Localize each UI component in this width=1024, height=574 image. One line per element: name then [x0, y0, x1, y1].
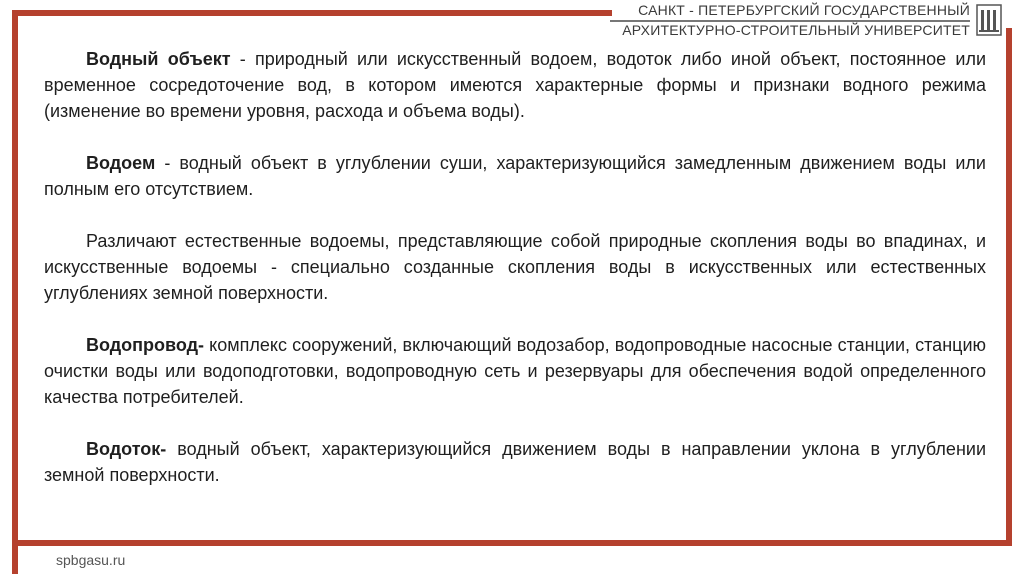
paragraph-reservoir-types [44, 228, 986, 306]
footer-accent-bar [12, 546, 18, 574]
slide-content [44, 46, 986, 514]
term-water-supply: Водопровод- [86, 335, 205, 355]
slide-footer [12, 546, 1012, 574]
definition-water-body: - природный или искусственный водоем, водоток либо иной объект, постоянное или временное сосредоточение вод, в котором имеются характерные формы и признаки водного режима (изменение во времени уровня, расхода и объема воды). [44, 49, 986, 121]
university-header [610, 2, 970, 39]
paragraph-reservoir [44, 150, 986, 202]
paragraph-water-supply [44, 332, 986, 410]
paragraph-water-body [44, 46, 986, 124]
university-logo-icon [976, 4, 1002, 36]
header-line-1: САНКТ - ПЕТЕРБУРГСКИЙ ГОСУДАРСТВЕННЫЙ [610, 2, 970, 22]
definition-water-supply: комплекс сооружений, включающий водозабор, водопроводные насосные станции, станцию очистки воды или водоподготовки, водопроводную сеть и резервуары для обеспечения водой определенного качества потребителей. [44, 335, 986, 407]
text-reservoir-types: Различают естественные водоемы, представляющие собой природные скопления воды во впадинах, и искусственные водоемы - специально созданные скопления воды в искусственных или естественных углублениях земной поверхности. [44, 231, 986, 303]
header-line-2: АРХИТЕКТУРНО-СТРОИТЕЛЬНЫЙ УНИВЕРСИТЕТ [622, 22, 970, 38]
definition-reservoir: - водный объект в углублении суши, характеризующийся замедленным движением воды или полным его отсутствием. [44, 153, 986, 199]
definition-watercourse: водный объект, характеризующийся движением воды в направлении уклона в углублении земной поверхности. [44, 439, 986, 485]
term-watercourse: Водоток- [86, 439, 167, 459]
paragraph-watercourse [44, 436, 986, 488]
term-reservoir: Водоем [86, 153, 156, 173]
term-water-body: Водный объект [86, 49, 231, 69]
footer-site-link[interactable]: spbgasu.ru [56, 552, 126, 568]
